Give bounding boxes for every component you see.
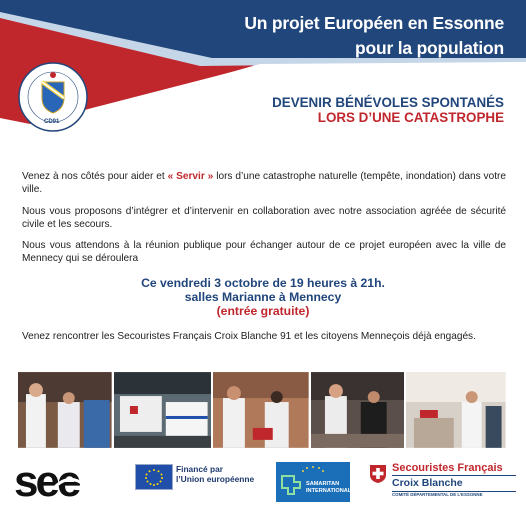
main-heading [272,95,504,125]
svg-text:see: see [14,460,79,504]
scf-subtitle: Croix Blanche [392,475,516,490]
header-title-line1: Un projet Européen en Essonne [244,13,504,33]
scf-department: COMITÉ DÉPARTEMENTAL DE L’ESSONNE [392,491,516,498]
samaritan-line2: INTERNATIONAL [306,487,352,494]
intro-paragraph [22,171,506,196]
heading-line1: DEVENIR BÉNÉVOLES SPONTANÉS [272,95,504,110]
header-title-line2: pour la population [354,38,504,58]
croix-blanche-shield-icon [368,464,388,484]
photo-volunteer-training [213,372,309,448]
event-date: Ce vendredi 3 octobre de 19 heures à 21h. [141,276,385,290]
croix-blanche-logo-text [392,462,516,498]
photo-strip [18,372,506,448]
eu-flag-icon [135,464,173,490]
eu-funding-text [176,464,254,484]
event-details [0,276,526,318]
meet-paragraph: Venez rencontrer les Secouristes Français Croix Blanche 91 et les citoyens Menneçois déjà engagés. [22,331,476,342]
logo-code: CD91 [44,119,60,125]
event-location: salles Marianne à Mennecy [184,290,342,304]
scf-name: Secouristes Français [392,462,503,474]
eu-line2: l’Union européenne [176,474,255,484]
header-title [174,11,504,61]
partner-logos [0,458,526,508]
heading-line2: LORS D’UNE CATASTROPHE [317,110,504,125]
photo-workshop-room [311,372,405,448]
p1-after: lors d’une catastrophe naturelle (tempête, inondation) dans votre ville. [22,171,506,195]
eu-line1: Financé par [176,464,224,474]
p1-before: Venez à nos côtés pour aider et [22,171,168,182]
photo-volunteers-indoor [18,372,112,448]
event-free-entry: (entrée gratuite) [216,304,310,318]
photo-ambulance-vehicles [114,372,212,448]
samaritan-line1: SAMARITAN [306,481,340,487]
see-logo [14,460,124,504]
samaritan-text [306,481,351,494]
servir-highlight: « Servir » [167,171,214,182]
proposal-paragraph: Nous vous proposons d’intégrer et d’intervenir en collaboration avec notre association agréée de sécurité civile et les secours. [22,206,506,230]
photo-classroom-session [406,372,506,448]
meeting-paragraph: Nous vous attendons à la réunion publique pour échanger autour de ce projet européen avec la ville de Mennecy qui se déroulera [22,240,506,264]
